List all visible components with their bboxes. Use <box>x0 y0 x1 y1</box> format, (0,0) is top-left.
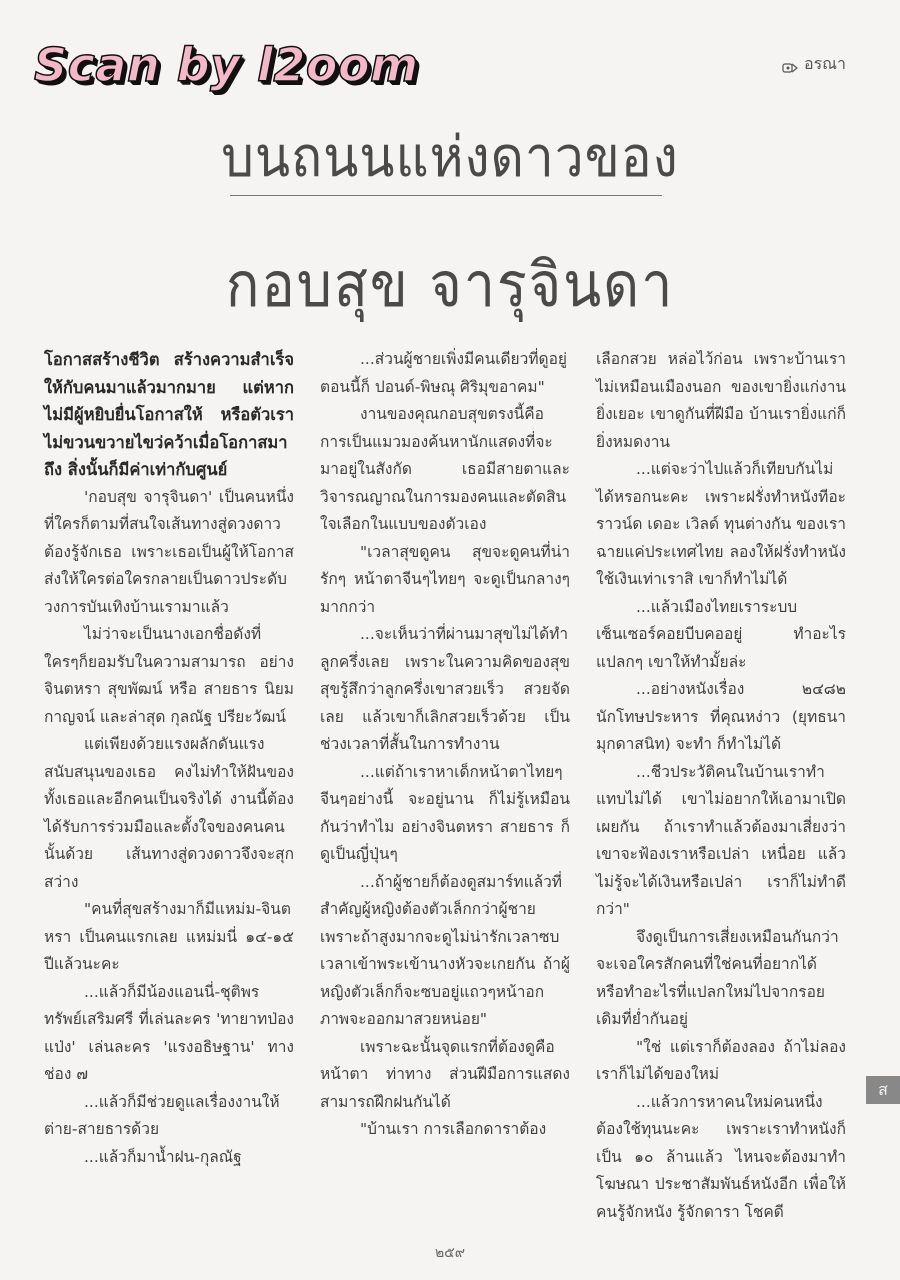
paragraph: ...จะเห็นว่าที่ผ่านมาสุขไม่ได้ทำลูกครึ่งเลย เพราะในความคิดของสุข สุขรู้สึกว่าลูกครึ่งเขาสวยเร็ว สวยจัดเลย แล้วเขาก็เลิกสวยเร็วด้วย เป็นช่วงเวลาที่สั้นในการทำงาน <box>320 625 570 753</box>
author-name: อรณา <box>803 54 846 73</box>
paragraph: ...ถ้าผู้ชายก็ต้องดูสมาร์ทแล้วที่สำคัญผู้หญิงต้องตัวเล็กกว่าผู้ชาย เพราะถ้าสูงมากจะดูไม่น่ารักเวลาซบ เวลาเข้าพระเข้านางหัวจะเกยกัน ถ้าผู้หญิงตัวเล็กก็จะซบอยู่แถวๆหน้าอก ภาพจะออกมาสวยหน่อย" <box>320 872 570 1028</box>
article-body <box>44 346 846 1226</box>
pen-nib-icon <box>782 59 798 71</box>
article-subject: กอบสุข จารุจินดา <box>225 248 675 321</box>
paragraph: เลือกสวย หล่อไว้ก่อน เพราะบ้านเราไม่เหมือนเมืองนอก ของเขายิ่งแก่งานยิ่งเยอะ เขาดูกันที่ฝีมือ บ้านเรายิ่งแก่ก็ยิ่งหมดงาน <box>596 350 846 451</box>
paragraph: "เวลาสุขดูคน สุขจะดูคนที่น่ารักๆ หน้าตาจีนๆไทยๆ จะดูเป็นกลางๆมากกว่า <box>320 542 570 616</box>
column-3 <box>596 346 846 1226</box>
paragraph: 'กอบสุข จารุจินดา' เป็นคนหนึ่งที่ใครก็ตามที่สนใจเส้นทางสู่ดวงดาวต้องรู้จักเธอ เพราะเธอเป็นผู้ให้โอกาส ส่งให้ใครต่อใครกลายเป็นดาวประดับวงการบันเทิงบ้านเรามาแล้ว <box>44 487 294 616</box>
lead-paragraph: โอกาสสร้างชีวิต สร้างความสำเร็จให้กับคนมาแล้วมากมาย แต่หากไม่มีผู้หยิบยื่นโอกาสให้ หรือตัวเราไม่ขวนขวายไขว่คว้าเมื่อโอกาสมาถึง สิ่งนั้นก็มีค่าเท่ากับศูนย์ <box>44 350 294 479</box>
paragraph: ...อย่างหนังเรื่อง ๒๔๘๒ นักโทษประหาร ที่คุณหง่าว (ยุทธนา มุกดาสนิท) จะทำ ก็ทำไม่ได้ <box>596 680 846 753</box>
paragraph: ...แล้วก็มาน้ำฝน-กุลณัฐ <box>84 1147 242 1166</box>
paragraph: ...แต่ถ้าเราหาเด็กหน้าตาไทยๆจีนๆอย่างนี้ จะอยู่นาน ก็ไม่รู้เหมือนกันว่าทำไม อย่างจินตหรา สายธาร ก็ดูเป็นญี่ปุ่นๆ <box>320 762 570 863</box>
paragraph: ...แล้วก็มีน้องแอนนี่-ชุติพร ทรัพย์เสริมศรี ที่เล่นละคร 'ทายาทป่องแป่ง' เล่นละคร 'แรงอธิษฐาน' ทางช่อง ๗ <box>44 982 294 1083</box>
paragraph: เพราะฉะนั้นจุดแรกที่ต้องดูคือหน้าตา ท่าทาง ส่วนฝีมือการแสดงสามารถฝึกฝนกันได้ <box>320 1037 570 1111</box>
paragraph: ...แต่จะว่าไปแล้วก็เทียบกันไม่ได้หรอกนะคะ เพราะฝรั่งทำหนังทีอะราวน์ด เดอะ เวิลด์ ทุนต่างกัน ของเราฉายแค่ประเทศไทย ลองให้ฝรั่งทำหนังใช้เงินเท่าเราสิ เขาก็ทำไม่ได้ <box>596 460 846 588</box>
column-1 <box>44 346 294 1226</box>
section-tab: ส <box>866 1076 900 1104</box>
paragraph: ...แล้วการหาคนใหม่คนหนึ่งต้องใช้ทุนนะคะ เพราะเราทำหนังก็เป็น ๑๐ ล้านแล้ว ไหนจะต้องมาทำโฆษณา ประชาสัมพันธ์หนังอีก เพื่อให้คนรู้จักหนัง รู้จักดารา โชคดี <box>596 1092 846 1221</box>
column-2 <box>320 346 570 1226</box>
paragraph: งานของคุณกอบสุขตรงนี้คือการเป็นแมวมองค้นหานักแสดงที่จะมาอยู่ในสังกัด เธอมีสายตาและวิจารณญาณในการมองคนและตัดสินใจเลือกในแบบของตัวเอง <box>320 405 570 533</box>
article-title: บนถนนแห่งดาวของ <box>221 125 679 190</box>
scan-watermark: Scan by l2oom <box>34 38 419 92</box>
paragraph: จึงดูเป็นการเสี่ยงเหมือนกันกว่าจะเจอใครสักคนที่ใช่คนที่อยากได้ หรือทำอะไรที่แปลกใหม่ไปจากรอยเดิมที่ย่ำกันอยู่ <box>596 927 839 1028</box>
paragraph: "ใช่ แต่เราก็ต้องลอง ถ้าไม่ลอง เราก็ไม่ได้ของใหม่ <box>596 1037 846 1083</box>
paragraph: ...ส่วนผู้ชายเพิ่งมีคนเดียวที่ดูอยู่ตอนนี้ก็ ปอนด์-พิษณุ ศิริมุขอาคม" <box>320 350 568 396</box>
page-number: ๒๕๙ <box>434 1245 466 1261</box>
paragraph: แต่เพียงด้วยแรงผลักดันแรงสนับสนุนของเธอ คงไม่ทำให้ฝันของทั้งเธอและอีกคนเป็นจริงได้ งานนี้ต้องได้รับการร่วมมือและตั้งใจของคนคนนั้นด้วย เส้นทางสู่ดวงดาวจึงจะสุกสว่าง <box>44 735 294 891</box>
paragraph: "คนที่สุขสร้างมาก็มีแหม่ม-จินตหรา เป็นคนแรกเลย แหม่มนี่ ๑๔-๑๕ ปีแล้วนะคะ <box>44 900 294 973</box>
paragraph: ...ชีวประวัติคนในบ้านเราทำแทบไม่ได้ เขาไม่อยากให้เอามาเปิดเผยกัน ถ้าเราทำแล้วต้องมาเสี่ยงว่าเขาจะฟ้องเราหรือเปล่า เหนื่อย แล้วไม่รู้จะได้เงินหรือเปล่า เราก็ไม่ทำดีกว่า" <box>596 762 846 918</box>
paragraph: "บ้านเรา การเลือกดาราต้อง <box>360 1120 547 1138</box>
paragraph: ไม่ว่าจะเป็นนางเอกชื่อดังที่ใครๆก็ยอมรับในความสามารถ อย่าง จินตหรา สุขพัฒน์ หรือ สายธาร นิยมกาญจน์ และล่าสุด กุลณัฐ ปรียะวัฒน์ <box>44 625 294 726</box>
paragraph: ...แล้วก็มีช่วยดูแลเรื่องงานให้ต่าย-สายธารด้วย <box>44 1092 280 1138</box>
author-byline <box>782 52 846 77</box>
title-divider <box>230 195 662 196</box>
paragraph: ...แล้วเมืองไทยเราระบบเซ็นเซอร์คอยบีบคออยู่ ทำอะไรแปลกๆ เขาให้ทำมั้ยล่ะ <box>596 597 846 671</box>
